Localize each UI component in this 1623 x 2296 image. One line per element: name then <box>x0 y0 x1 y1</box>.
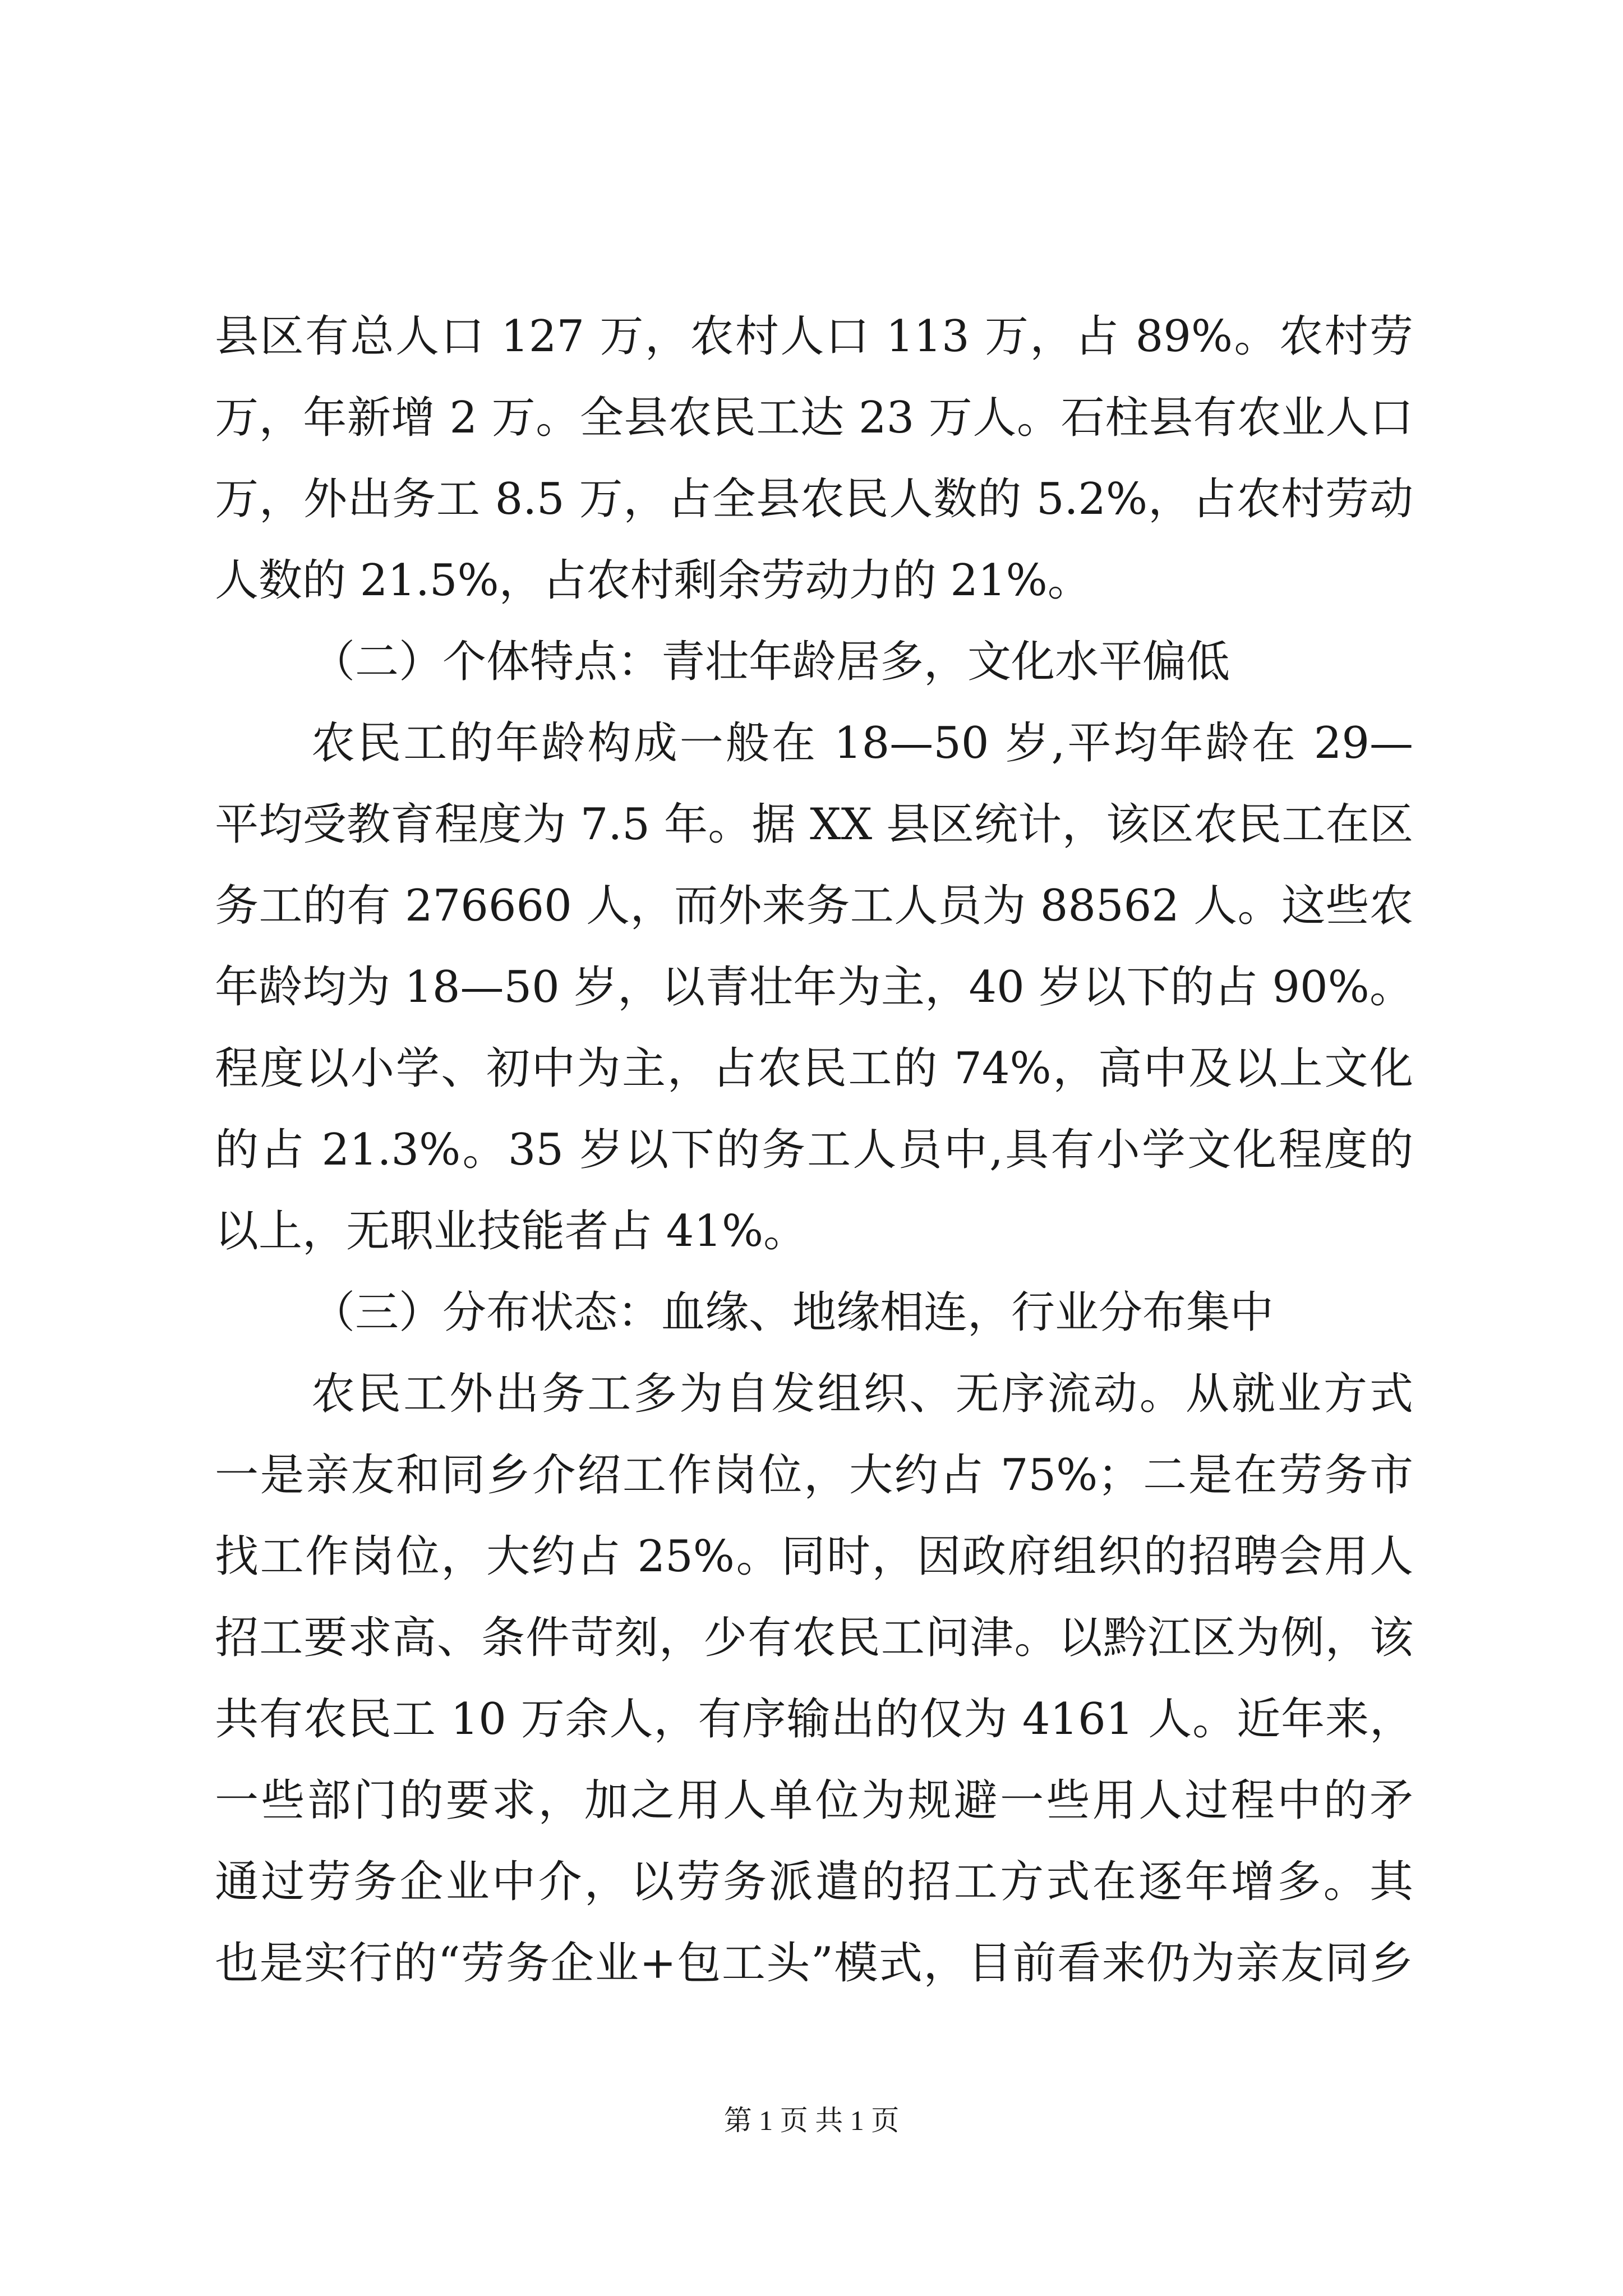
body-line: 的占 21.3%。35 岁以下的务工人员中,具有小学文化程度的 <box>215 1125 1413 1175</box>
section-heading-3: （三）分布状态：血缘、地缘相连，行业分布集中 <box>311 1287 1274 1338</box>
body-line: 共有农民工 10 万余人，有序输出的仅为 4161 人。近年来， <box>215 1694 1413 1745</box>
body-line: 县区有总人口 127 万，农村人口 113 万，占 89%。农村劳 <box>215 311 1413 362</box>
body-line: 务工的有 276660 人，而外来务工人员为 88562 人。这些农 <box>215 881 1413 931</box>
body-line: 年龄均为 18—50 岁，以青壮年为主，40 岁以下的占 90%。 <box>215 962 1413 1013</box>
document-body <box>215 296 1413 2004</box>
body-line: 程度以小学、初中为主，占农民工的 74%，高中及以上文化 <box>215 1043 1413 1094</box>
page-number-footer: 第 1 页 共 1 页 <box>723 2105 900 2136</box>
body-line: 万，年新增 2 万。全县农民工达 23 万人。石柱县有农业人口 <box>215 393 1413 443</box>
body-line: 一是亲友和同乡介绍工作岗位，大约占 75%；二是在劳务市 <box>215 1450 1413 1501</box>
body-line: 平均受教育程度为 7.5 年。据 XX 县区统计，该区农民工在区 <box>215 799 1413 850</box>
body-line: 找工作岗位，大约占 25%。同时，因政府组织的招聘会用人 <box>215 1531 1413 1582</box>
body-line: 人数的 21.5%，占农村剩余劳动力的 21%。 <box>215 555 1091 606</box>
body-line: 农民工的年龄构成一般在 18—50 岁,平均年龄在 29— <box>311 718 1413 769</box>
body-line: 招工要求高、条件苛刻，少有农民工问津。以黔江区为例，该 <box>215 1613 1413 1663</box>
body-line: 农民工外出务工多为自发组织、无序流动。从就业方式 <box>311 1369 1413 1419</box>
body-line: 万，外出务工 8.5 万，占全县农民人数的 5.2%，占农村劳动 <box>215 474 1413 524</box>
section-heading-2: （二）个体特点：青壮年龄居多，文化水平偏低 <box>311 637 1230 687</box>
body-line: 也是实行的“劳务企业+包工头”模式，目前看来仍为亲友同乡 <box>215 1938 1413 1989</box>
body-line: 通过劳务企业中介，以劳务派遣的招工方式在逐年增多。其 <box>215 1857 1413 1907</box>
body-line: 以上，无职业技能者占 41%。 <box>215 1206 808 1257</box>
body-line: 一些部门的要求，加之用人单位为规避一些用人过程中的矛 <box>215 1775 1413 1826</box>
